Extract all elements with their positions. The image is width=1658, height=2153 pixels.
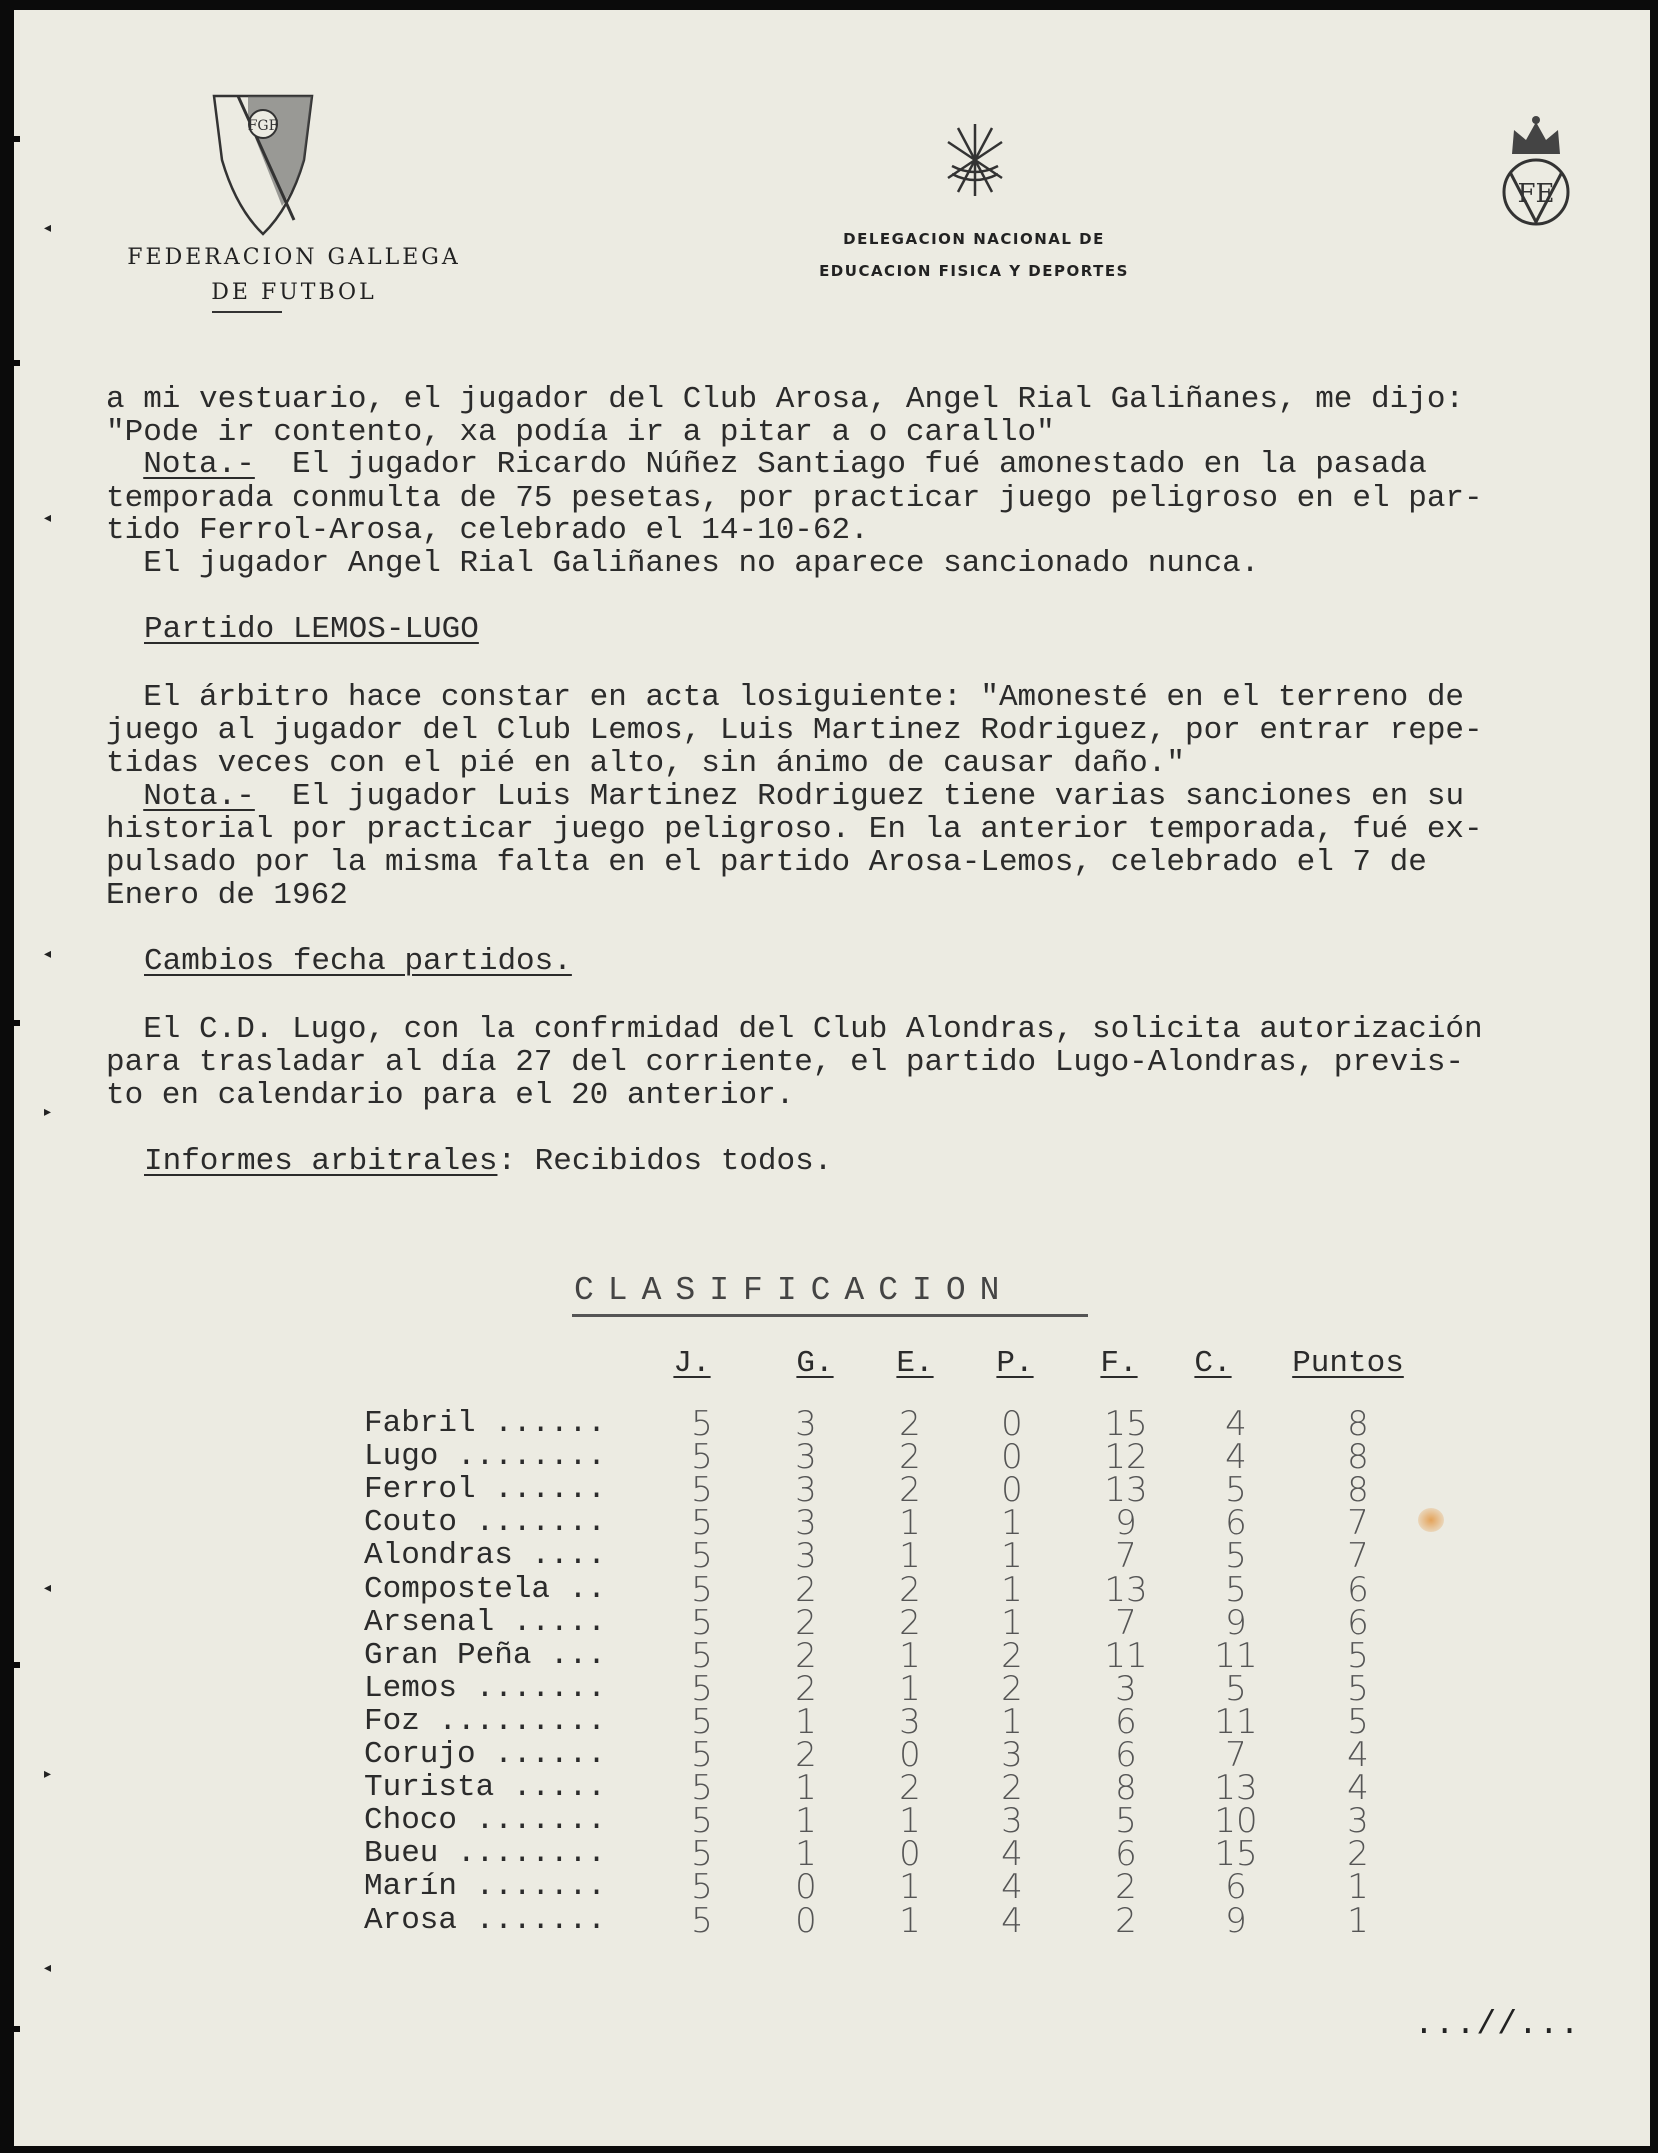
standings-cell: 11	[1104, 1636, 1148, 1676]
standings-cell: 2	[899, 1768, 921, 1808]
body-line: tidas veces con el pié en alto, sin ánimo de causar daño."	[106, 746, 1185, 781]
divider	[212, 311, 282, 313]
standings-cell: 8	[1347, 1437, 1369, 1477]
standings-cell: 5	[691, 1867, 713, 1907]
standings-cell: 2	[1115, 1901, 1137, 1941]
nota-text: El jugador Ricardo Núñez Santiago fué amonestado en la pasada	[254, 447, 1427, 482]
standings-team-name: Arsenal .....	[364, 1605, 606, 1640]
standings-cell: 1	[899, 1867, 921, 1907]
standings-cell: 5	[691, 1834, 713, 1874]
standings-cell: 2	[899, 1437, 921, 1477]
standings-cell: 6	[1225, 1867, 1247, 1907]
body-line: para trasladar al día 27 del corriente, el partido Lugo-Alondras, previs-	[106, 1045, 1465, 1080]
standings-team-name: Ferrol ......	[364, 1472, 606, 1507]
standings-cell: 1	[1001, 1702, 1023, 1742]
body-line: temporada conmulta de 75 pesetas, por practicar juego peligroso en el par-	[106, 481, 1483, 516]
standings-cell: 6	[1115, 1834, 1137, 1874]
standings-cell: 4	[1347, 1735, 1369, 1775]
nota-paragraph-2	[106, 779, 1464, 814]
binding-hole	[0, 136, 20, 142]
standings-team-name: Choco .......	[364, 1803, 606, 1838]
body-line: to en calendario para el 20 anterior.	[106, 1078, 795, 1113]
standings-cell: 1	[1347, 1867, 1369, 1907]
standings-cell: 5	[691, 1636, 713, 1676]
standings-cell: 2	[795, 1603, 817, 1643]
standings-cell: 15	[1214, 1834, 1258, 1874]
standings-cell: 7	[1115, 1536, 1137, 1576]
standings-cell: 1	[899, 1669, 921, 1709]
binding-hole	[0, 1020, 20, 1026]
standings-cell: 13	[1104, 1570, 1148, 1610]
standings-cell: 2	[795, 1636, 817, 1676]
body-line: historial por practicar juego peligroso. En la anterior temporada, fué ex-	[106, 812, 1483, 847]
body-line: El C.D. Lugo, con la confrmidad del Club Alondras, solicita autorización	[106, 1012, 1483, 1047]
standings-cell: 5	[1347, 1636, 1369, 1676]
standings-cell: 5	[691, 1437, 713, 1477]
margin-mark: ◂	[44, 1580, 52, 1596]
standings-cell: 2	[795, 1570, 817, 1610]
standings-cell: 3	[1001, 1801, 1023, 1841]
body-line: pulsado por la misma falta en el partido Arosa-Lemos, celebrado el 7 de	[106, 845, 1427, 880]
standings-cell: 2	[899, 1570, 921, 1610]
standings-cell: 2	[899, 1470, 921, 1510]
standings-cell: 0	[795, 1901, 817, 1941]
standings-cell: 11	[1214, 1636, 1258, 1676]
standings-cell: 5	[691, 1768, 713, 1808]
standings-cell: 8	[1347, 1404, 1369, 1444]
standings-cell: 5	[691, 1536, 713, 1576]
standings-team-name: Gran Peña ...	[364, 1638, 606, 1673]
standings-cell: 0	[1001, 1437, 1023, 1477]
standings-cell: 4	[1001, 1867, 1023, 1907]
standings-cell: 5	[691, 1503, 713, 1543]
standings-cell: 10	[1214, 1801, 1258, 1841]
standings-team-name: Marín .......	[364, 1869, 606, 1904]
standings-cell: 3	[795, 1404, 817, 1444]
standings-cell: 9	[1115, 1503, 1137, 1543]
standings-team-name: Foz .........	[364, 1704, 606, 1739]
standings-cell: 2	[1001, 1768, 1023, 1808]
standings-team-name: Compostela ..	[364, 1572, 606, 1607]
body-line: juego al jugador del Club Lemos, Luis Martinez Rodriguez, por entrar repe-	[106, 713, 1483, 748]
clasificacion-title: CLASIFICACION	[574, 1272, 1014, 1309]
federation-name-line2: DE FUTBOL	[211, 280, 377, 305]
yoke-and-arrows-icon	[938, 120, 1012, 200]
standings-cell: 1	[1001, 1536, 1023, 1576]
standings-cell: 2	[1001, 1669, 1023, 1709]
standings-cell: 0	[795, 1867, 817, 1907]
standings-cell: 6	[1225, 1503, 1247, 1543]
body-line: El jugador Angel Rial Galiñanes no aparece sancionado nunca.	[106, 546, 1260, 581]
continuation-mark: ...//...	[1414, 2006, 1581, 2043]
paper-stain	[1418, 1508, 1444, 1532]
federation-name-line1: FEDERACION GALLEGA	[127, 245, 461, 270]
standings-cell: 1	[899, 1636, 921, 1676]
nota-paragraph-1	[106, 447, 1427, 482]
delegation-line2: EDUCACION FISICA Y DEPORTES	[819, 262, 1129, 280]
svg-text:FE: FE	[1517, 179, 1555, 209]
standings-cell: 2	[899, 1404, 921, 1444]
standings-cell: 7	[1225, 1735, 1247, 1775]
body-line: Enero de 1962	[106, 878, 348, 913]
heading-cambios: Cambios fecha partidos.	[144, 944, 572, 979]
standings-cell: 5	[691, 1801, 713, 1841]
standings-cell: 1	[1347, 1901, 1369, 1941]
standings-cell: 5	[691, 1702, 713, 1742]
standings-cell: 2	[1115, 1867, 1137, 1907]
body-line: tido Ferrol-Arosa, celebrado el 14-10-62.	[106, 513, 869, 548]
standings-cell: 5	[1225, 1470, 1247, 1510]
informes-line	[144, 1144, 832, 1179]
standings-team-name: Arosa .......	[364, 1903, 606, 1938]
standings-cell: 3	[1347, 1801, 1369, 1841]
standings-cell: 2	[795, 1735, 817, 1775]
standings-cell: 5	[691, 1603, 713, 1643]
standings-team-name: Alondras ....	[364, 1538, 606, 1573]
standings-team-name: Bueu ........	[364, 1836, 606, 1871]
nota-label: Nota.-	[143, 447, 255, 482]
standings-cell: 3	[795, 1470, 817, 1510]
rfef-crown-emblem-icon	[1492, 110, 1580, 230]
standings-team-name: Fabril ......	[364, 1406, 606, 1441]
margin-mark: ▸	[44, 1104, 52, 1120]
standings-cell: 12	[1104, 1437, 1148, 1477]
standings-team-name: Couto .......	[364, 1505, 606, 1540]
standings-cell: 1	[899, 1503, 921, 1543]
standings-team-name: Lugo ........	[364, 1439, 606, 1474]
margin-mark: ▸	[44, 1766, 52, 1782]
margin-mark: ◂	[44, 220, 52, 236]
standings-cell: 0	[899, 1834, 921, 1874]
nota-text: El jugador Luis Martinez Rodriguez tiene varias sanciones en su	[254, 779, 1465, 814]
standings-cell: 6	[1115, 1702, 1137, 1742]
standings-cell: 2	[899, 1603, 921, 1643]
standings-cell: 1	[795, 1834, 817, 1874]
standings-cell: 1	[1001, 1503, 1023, 1543]
section-heading	[144, 612, 479, 647]
standings-team-name: Corujo ......	[364, 1737, 606, 1772]
divider	[572, 1314, 1088, 1317]
standings-cell: 0	[1001, 1470, 1023, 1510]
standings-cell: 2	[1347, 1834, 1369, 1874]
standings-cell: 1	[1001, 1603, 1023, 1643]
standings-cell: 5	[1347, 1669, 1369, 1709]
binding-hole	[0, 360, 20, 366]
standings-cell: 3	[795, 1503, 817, 1543]
standings-cell: 4	[1001, 1834, 1023, 1874]
standings-cell: 6	[1347, 1603, 1369, 1643]
standings-cell: 11	[1214, 1702, 1258, 1742]
standings-team-name: Lemos .......	[364, 1671, 606, 1706]
margin-mark: ◂	[44, 1960, 52, 1976]
column-header-c: C.	[1194, 1346, 1232, 1381]
standings-cell: 5	[1225, 1669, 1247, 1709]
standings-cell: 5	[1225, 1570, 1247, 1610]
standings-cell: 1	[899, 1801, 921, 1841]
standings-cell: 5	[691, 1735, 713, 1775]
standings-cell: 5	[691, 1901, 713, 1941]
binding-hole	[0, 1662, 20, 1668]
body-line: a mi vestuario, el jugador del Club Arosa, Angel Rial Galiñanes, me dijo:	[106, 382, 1465, 417]
body-line: El árbitro hace constar en acta losiguiente: "Amonesté en el terreno de	[106, 680, 1465, 715]
standings-cell: 3	[1115, 1669, 1137, 1709]
standings-team-name: Turista .....	[364, 1770, 606, 1805]
margin-mark: ◂	[44, 946, 52, 962]
svg-text:FGF: FGF	[247, 118, 279, 134]
binding-hole	[0, 2026, 20, 2032]
standings-cell: 2	[795, 1669, 817, 1709]
standings-cell: 2	[1001, 1636, 1023, 1676]
standings-cell: 3	[899, 1702, 921, 1742]
standings-cell: 1	[795, 1768, 817, 1808]
standings-cell: 13	[1214, 1768, 1258, 1808]
nota-label: Nota.-	[143, 779, 255, 814]
standings-cell: 3	[795, 1437, 817, 1477]
standings-cell: 7	[1115, 1603, 1137, 1643]
standings-cell: 1	[795, 1801, 817, 1841]
column-header-j: J.	[673, 1346, 711, 1381]
standings-cell: 8	[1347, 1470, 1369, 1510]
standings-cell: 1	[899, 1901, 921, 1941]
standings-cell: 4	[1001, 1901, 1023, 1941]
standings-cell: 4	[1225, 1437, 1247, 1477]
column-header-f: F.	[1100, 1346, 1138, 1381]
column-header-e: E.	[896, 1346, 934, 1381]
standings-cell: 3	[1001, 1735, 1023, 1775]
standings-cell: 5	[1347, 1702, 1369, 1742]
heading-lemos-lugo: Partido LEMOS-LUGO	[144, 612, 479, 647]
column-header-puntos: Puntos	[1292, 1346, 1404, 1381]
standings-cell: 1	[899, 1536, 921, 1576]
informes-label: Informes arbitrales	[144, 1144, 498, 1179]
standings-cell: 6	[1115, 1735, 1137, 1775]
delegation-line1: DELEGACION NACIONAL DE	[843, 230, 1105, 248]
standings-cell: 15	[1104, 1404, 1148, 1444]
standings-cell: 9	[1225, 1901, 1247, 1941]
standings-cell: 6	[1347, 1570, 1369, 1610]
standings-cell: 4	[1347, 1768, 1369, 1808]
standings-cell: 1	[795, 1702, 817, 1742]
standings-cell: 5	[691, 1470, 713, 1510]
body-line: "Pode ir contento, xa podía ir a pitar a o carallo"	[106, 415, 1055, 450]
column-header-p: P.	[996, 1346, 1034, 1381]
standings-cell: 0	[1001, 1404, 1023, 1444]
column-header-g: G.	[796, 1346, 834, 1381]
federation-crest-icon	[208, 90, 318, 238]
standings-cell: 3	[795, 1536, 817, 1576]
margin-mark: ◂	[44, 510, 52, 526]
standings-cell: 5	[691, 1404, 713, 1444]
section-heading	[144, 944, 572, 979]
standings-cell: 5	[691, 1570, 713, 1610]
standings-cell: 7	[1347, 1503, 1369, 1543]
standings-cell: 5	[691, 1669, 713, 1709]
standings-cell: 8	[1115, 1768, 1137, 1808]
standings-cell: 1	[1001, 1570, 1023, 1610]
standings-cell: 9	[1225, 1603, 1247, 1643]
standings-cell: 0	[899, 1735, 921, 1775]
standings-cell: 5	[1115, 1801, 1137, 1841]
informes-value: : Recibidos todos.	[497, 1144, 833, 1179]
standings-cell: 13	[1104, 1470, 1148, 1510]
standings-cell: 5	[1225, 1536, 1247, 1576]
standings-cell: 7	[1347, 1536, 1369, 1576]
standings-cell: 4	[1225, 1404, 1247, 1444]
